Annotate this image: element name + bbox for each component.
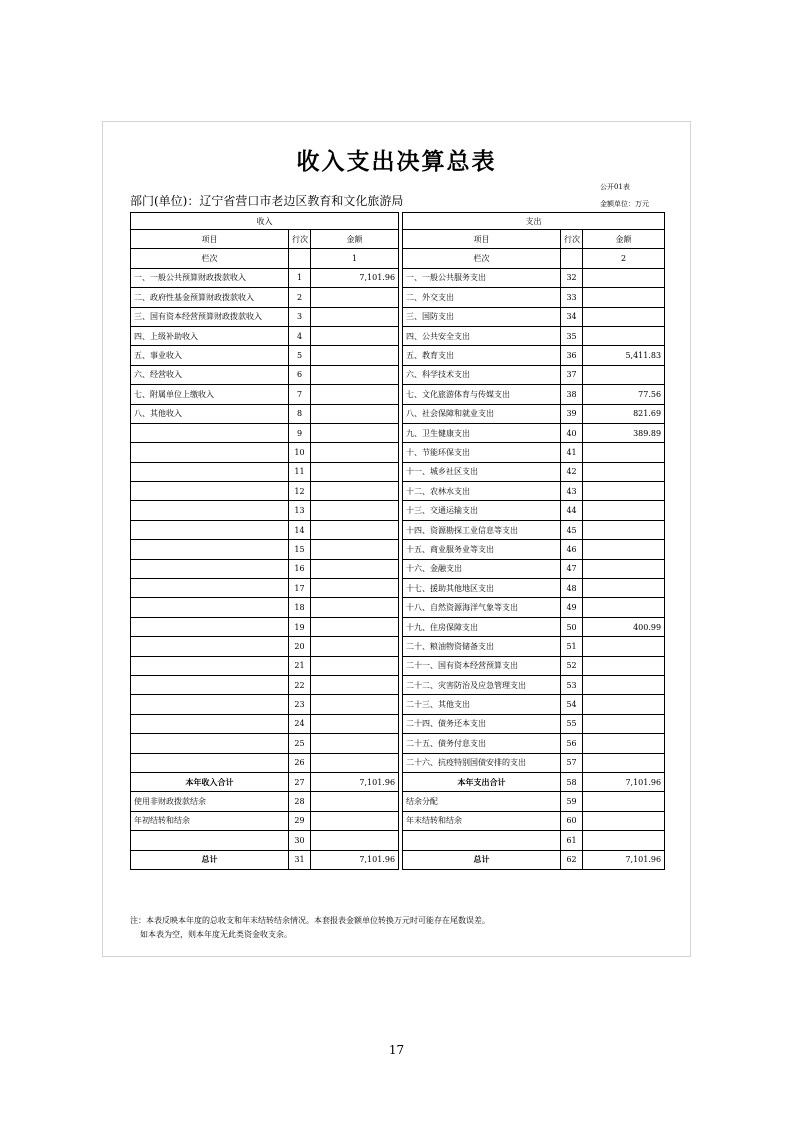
income-item: 四、上级补助收入 bbox=[131, 326, 289, 345]
expense-item: 二十四、债务还本支出 bbox=[403, 714, 561, 733]
income-amount bbox=[311, 540, 399, 559]
expense-line-no: 41 bbox=[561, 443, 583, 462]
income-line-no: 31 bbox=[289, 850, 311, 869]
table-row bbox=[131, 559, 665, 578]
expense-line-header: 行次 bbox=[561, 230, 583, 249]
expense-lanci-label: 栏次 bbox=[403, 249, 561, 268]
table-row bbox=[131, 307, 665, 326]
income-item: 总计 bbox=[131, 850, 289, 869]
table-row bbox=[131, 772, 665, 791]
income-line-no: 3 bbox=[289, 307, 311, 326]
income-item bbox=[131, 831, 289, 850]
expense-item: 四、公共安全支出 bbox=[403, 326, 561, 345]
expense-amount bbox=[583, 520, 665, 539]
income-amount bbox=[311, 520, 399, 539]
expense-line-no: 44 bbox=[561, 501, 583, 520]
income-line-no: 17 bbox=[289, 579, 311, 598]
income-amount bbox=[311, 831, 399, 850]
income-item: 一、一般公共预算财政拨款收入 bbox=[131, 268, 289, 287]
table-row bbox=[131, 462, 665, 481]
table-row bbox=[131, 811, 665, 830]
table-row bbox=[131, 579, 665, 598]
expense-line-no: 59 bbox=[561, 792, 583, 811]
income-section-header: 收入 bbox=[131, 213, 399, 230]
expense-amount bbox=[583, 501, 665, 520]
income-item-header: 项目 bbox=[131, 230, 289, 249]
income-line-no: 13 bbox=[289, 501, 311, 520]
table-row bbox=[131, 714, 665, 733]
income-line-no: 7 bbox=[289, 385, 311, 404]
expense-line-no: 53 bbox=[561, 675, 583, 694]
income-amount bbox=[311, 753, 399, 772]
income-line-no: 22 bbox=[289, 675, 311, 694]
income-item bbox=[131, 443, 289, 462]
income-item bbox=[131, 734, 289, 753]
expense-amount bbox=[583, 579, 665, 598]
expense-item: 十六、金融支出 bbox=[403, 559, 561, 578]
table-row bbox=[131, 617, 665, 636]
expense-line-no: 32 bbox=[561, 268, 583, 287]
expense-amount bbox=[583, 462, 665, 481]
income-line-no: 20 bbox=[289, 637, 311, 656]
income-amount bbox=[311, 811, 399, 830]
expense-line-no: 54 bbox=[561, 695, 583, 714]
income-amount bbox=[311, 385, 399, 404]
section-header-row bbox=[131, 213, 665, 230]
income-amount bbox=[311, 326, 399, 345]
income-line-no: 2 bbox=[289, 288, 311, 307]
expense-amount bbox=[583, 307, 665, 326]
income-item bbox=[131, 559, 289, 578]
income-line-no: 18 bbox=[289, 598, 311, 617]
table-row bbox=[131, 365, 665, 384]
expense-amount bbox=[583, 811, 665, 830]
expense-amount: 389.89 bbox=[583, 423, 665, 442]
expense-line-no: 42 bbox=[561, 462, 583, 481]
income-line-no: 6 bbox=[289, 365, 311, 384]
expense-line-no: 56 bbox=[561, 734, 583, 753]
income-line-no: 10 bbox=[289, 443, 311, 462]
expense-item: 五、教育支出 bbox=[403, 346, 561, 365]
expense-item: 总计 bbox=[403, 850, 561, 869]
income-item bbox=[131, 501, 289, 520]
expense-amount: 5,411.83 bbox=[583, 346, 665, 365]
expense-item: 本年支出合计 bbox=[403, 772, 561, 791]
table-row bbox=[131, 385, 665, 404]
expense-amount bbox=[583, 482, 665, 501]
expense-item: 九、卫生健康支出 bbox=[403, 423, 561, 442]
expense-item bbox=[403, 831, 561, 850]
expense-amount bbox=[583, 559, 665, 578]
income-amount bbox=[311, 482, 399, 501]
table-row bbox=[131, 404, 665, 423]
table-row bbox=[131, 850, 665, 869]
table-row bbox=[131, 656, 665, 675]
expense-line-no: 40 bbox=[561, 423, 583, 442]
income-item bbox=[131, 714, 289, 733]
income-amount bbox=[311, 637, 399, 656]
income-item bbox=[131, 520, 289, 539]
income-line-no: 21 bbox=[289, 656, 311, 675]
expense-item: 年末结转和结余 bbox=[403, 811, 561, 830]
expense-amount bbox=[583, 365, 665, 384]
expense-amount bbox=[583, 714, 665, 733]
income-amount: 7,101.96 bbox=[311, 772, 399, 791]
income-item bbox=[131, 675, 289, 694]
table-row bbox=[131, 675, 665, 694]
income-line-no: 26 bbox=[289, 753, 311, 772]
income-line-no: 16 bbox=[289, 559, 311, 578]
expense-item: 二十、粮油物资储备支出 bbox=[403, 637, 561, 656]
expense-amount bbox=[583, 734, 665, 753]
expense-line-no: 43 bbox=[561, 482, 583, 501]
expense-item: 结余分配 bbox=[403, 792, 561, 811]
income-item: 二、政府性基金预算财政拨款收入 bbox=[131, 288, 289, 307]
expense-amount: 821.69 bbox=[583, 404, 665, 423]
income-line-no: 30 bbox=[289, 831, 311, 850]
expense-amount bbox=[583, 268, 665, 287]
expense-item: 二十二、灾害防治及应急管理支出 bbox=[403, 675, 561, 694]
income-line-no: 29 bbox=[289, 811, 311, 830]
expense-item: 十、节能环保支出 bbox=[403, 443, 561, 462]
expense-line-no: 52 bbox=[561, 656, 583, 675]
income-amount bbox=[311, 656, 399, 675]
table-row bbox=[131, 520, 665, 539]
income-line-no: 23 bbox=[289, 695, 311, 714]
income-line-no: 24 bbox=[289, 714, 311, 733]
expense-line-no: 46 bbox=[561, 540, 583, 559]
expense-amount bbox=[583, 695, 665, 714]
expense-line-no: 55 bbox=[561, 714, 583, 733]
income-item: 使用非财政拨款结余 bbox=[131, 792, 289, 811]
income-item bbox=[131, 462, 289, 481]
expense-amount bbox=[583, 443, 665, 462]
table-row bbox=[131, 831, 665, 850]
table-row bbox=[131, 792, 665, 811]
expense-amount bbox=[583, 831, 665, 850]
department-label: 部门(单位)：辽宁省营口市老边区教育和文化旅游局 bbox=[130, 194, 404, 208]
income-amount bbox=[311, 792, 399, 811]
income-line-no: 1 bbox=[289, 268, 311, 287]
expense-line-no: 49 bbox=[561, 598, 583, 617]
income-amount bbox=[311, 501, 399, 520]
expense-item: 十九、住房保障支出 bbox=[403, 617, 561, 636]
expense-line-no: 51 bbox=[561, 637, 583, 656]
table-row bbox=[131, 326, 665, 345]
expense-line-no: 61 bbox=[561, 831, 583, 850]
expense-amount: 400.99 bbox=[583, 617, 665, 636]
page-number: 17 bbox=[388, 1043, 405, 1057]
income-item bbox=[131, 695, 289, 714]
income-line-no: 28 bbox=[289, 792, 311, 811]
income-amount-header: 金额 bbox=[311, 230, 399, 249]
income-line-no: 27 bbox=[289, 772, 311, 791]
table-notes bbox=[130, 914, 490, 942]
income-line-no: 8 bbox=[289, 404, 311, 423]
income-column-number: 1 bbox=[311, 249, 399, 268]
table-row bbox=[131, 734, 665, 753]
income-item: 年初结转和结余 bbox=[131, 811, 289, 830]
expense-section-header: 支出 bbox=[403, 213, 665, 230]
table-row bbox=[131, 501, 665, 520]
expense-amount bbox=[583, 792, 665, 811]
expense-amount bbox=[583, 637, 665, 656]
expense-item: 十二、农林水支出 bbox=[403, 482, 561, 501]
income-line-no: 5 bbox=[289, 346, 311, 365]
income-lanci-label: 栏次 bbox=[131, 249, 289, 268]
expense-amount-header: 金额 bbox=[583, 230, 665, 249]
expense-item: 二十三、其他支出 bbox=[403, 695, 561, 714]
expense-item: 七、文化旅游体育与传媒支出 bbox=[403, 385, 561, 404]
income-item: 五、事业收入 bbox=[131, 346, 289, 365]
income-item bbox=[131, 617, 289, 636]
expense-amount bbox=[583, 656, 665, 675]
income-amount bbox=[311, 443, 399, 462]
expense-amount bbox=[583, 675, 665, 694]
expense-line-no: 33 bbox=[561, 288, 583, 307]
expense-item: 六、科学技术支出 bbox=[403, 365, 561, 384]
income-item bbox=[131, 656, 289, 675]
income-amount bbox=[311, 559, 399, 578]
expense-item: 十七、援助其他地区支出 bbox=[403, 579, 561, 598]
income-item bbox=[131, 753, 289, 772]
expense-line-no: 45 bbox=[561, 520, 583, 539]
income-item: 本年收入合计 bbox=[131, 772, 289, 791]
expense-amount bbox=[583, 753, 665, 772]
income-item: 七、附属单位上缴收入 bbox=[131, 385, 289, 404]
expense-line-no: 48 bbox=[561, 579, 583, 598]
income-line-no: 11 bbox=[289, 462, 311, 481]
expense-line-no: 36 bbox=[561, 346, 583, 365]
income-item: 八、其他收入 bbox=[131, 404, 289, 423]
expense-item: 三、国防支出 bbox=[403, 307, 561, 326]
table-row bbox=[131, 423, 665, 442]
income-amount bbox=[311, 288, 399, 307]
expense-item: 十八、自然资源海洋气象等支出 bbox=[403, 598, 561, 617]
expense-item: 二、外交支出 bbox=[403, 288, 561, 307]
income-amount bbox=[311, 598, 399, 617]
expense-line-no: 38 bbox=[561, 385, 583, 404]
expense-item: 一、一般公共服务支出 bbox=[403, 268, 561, 287]
income-line-no: 14 bbox=[289, 520, 311, 539]
expense-amount: 7,101.96 bbox=[583, 772, 665, 791]
expense-item: 二十五、债务付息支出 bbox=[403, 734, 561, 753]
table-row bbox=[131, 598, 665, 617]
table-row bbox=[131, 753, 665, 772]
income-line-no: 12 bbox=[289, 482, 311, 501]
expense-line-no: 34 bbox=[561, 307, 583, 326]
income-line-no: 4 bbox=[289, 326, 311, 345]
income-item bbox=[131, 637, 289, 656]
expense-amount: 7,101.96 bbox=[583, 850, 665, 869]
expense-item: 二十一、国有资本经营预算支出 bbox=[403, 656, 561, 675]
column-header-row bbox=[131, 230, 665, 249]
income-item bbox=[131, 598, 289, 617]
expense-line-no: 50 bbox=[561, 617, 583, 636]
expense-amount bbox=[583, 540, 665, 559]
expense-item: 十三、交通运输支出 bbox=[403, 501, 561, 520]
expense-item: 八、社会保障和就业支出 bbox=[403, 404, 561, 423]
income-amount bbox=[311, 695, 399, 714]
income-amount: 7,101.96 bbox=[311, 268, 399, 287]
income-amount: 7,101.96 bbox=[311, 850, 399, 869]
table-row bbox=[131, 443, 665, 462]
table-row bbox=[131, 482, 665, 501]
income-item: 三、国有资本经营预算财政拨款收入 bbox=[131, 307, 289, 326]
income-expense-table bbox=[130, 212, 665, 870]
income-item bbox=[131, 579, 289, 598]
income-amount bbox=[311, 423, 399, 442]
expense-line-no: 39 bbox=[561, 404, 583, 423]
income-amount bbox=[311, 404, 399, 423]
expense-line-no: 47 bbox=[561, 559, 583, 578]
income-item: 六、经营收入 bbox=[131, 365, 289, 384]
income-item bbox=[131, 482, 289, 501]
expense-amount bbox=[583, 288, 665, 307]
table-row bbox=[131, 540, 665, 559]
expense-line-no: 62 bbox=[561, 850, 583, 869]
income-item bbox=[131, 423, 289, 442]
expense-item: 二十六、抗疫特别国债安排的支出 bbox=[403, 753, 561, 772]
income-amount bbox=[311, 462, 399, 481]
form-number: 公开01表 bbox=[600, 183, 630, 191]
amount-unit: 金额单位：万元 bbox=[600, 200, 649, 208]
table-row bbox=[131, 695, 665, 714]
expense-item: 十五、商业服务业等支出 bbox=[403, 540, 561, 559]
expense-amount bbox=[583, 598, 665, 617]
expense-amount: 77.56 bbox=[583, 385, 665, 404]
table-row bbox=[131, 268, 665, 287]
expense-line-no: 57 bbox=[561, 753, 583, 772]
income-amount bbox=[311, 617, 399, 636]
income-line-header: 行次 bbox=[289, 230, 311, 249]
income-amount bbox=[311, 579, 399, 598]
expense-line-no: 37 bbox=[561, 365, 583, 384]
expense-item: 十四、资源勘探工业信息等支出 bbox=[403, 520, 561, 539]
income-amount bbox=[311, 675, 399, 694]
note-line-2: 如本表为空，则本年度无此类资金收支余。 bbox=[140, 930, 292, 939]
income-amount bbox=[311, 714, 399, 733]
table-row bbox=[131, 346, 665, 365]
table-row bbox=[131, 288, 665, 307]
expense-line-no: 60 bbox=[561, 811, 583, 830]
income-item bbox=[131, 540, 289, 559]
expense-line-no: 35 bbox=[561, 326, 583, 345]
column-number-row bbox=[131, 249, 665, 268]
income-amount bbox=[311, 365, 399, 384]
income-line-no: 15 bbox=[289, 540, 311, 559]
income-line-no: 9 bbox=[289, 423, 311, 442]
expense-line-no: 58 bbox=[561, 772, 583, 791]
expense-amount bbox=[583, 326, 665, 345]
expense-item: 十一、城乡社区支出 bbox=[403, 462, 561, 481]
income-amount bbox=[311, 734, 399, 753]
page-title: 收入支出决算总表 bbox=[296, 148, 497, 175]
expense-item-header: 项目 bbox=[403, 230, 561, 249]
note-line-1: 注：本表反映本年度的总收支和年末结转结余情况。本套报表金额单位转换万元时可能存在尾数误差。 bbox=[130, 916, 490, 925]
income-line-no: 25 bbox=[289, 734, 311, 753]
income-amount bbox=[311, 346, 399, 365]
table-row bbox=[131, 637, 665, 656]
expense-column-number: 2 bbox=[583, 249, 665, 268]
income-amount bbox=[311, 307, 399, 326]
income-line-no: 19 bbox=[289, 617, 311, 636]
